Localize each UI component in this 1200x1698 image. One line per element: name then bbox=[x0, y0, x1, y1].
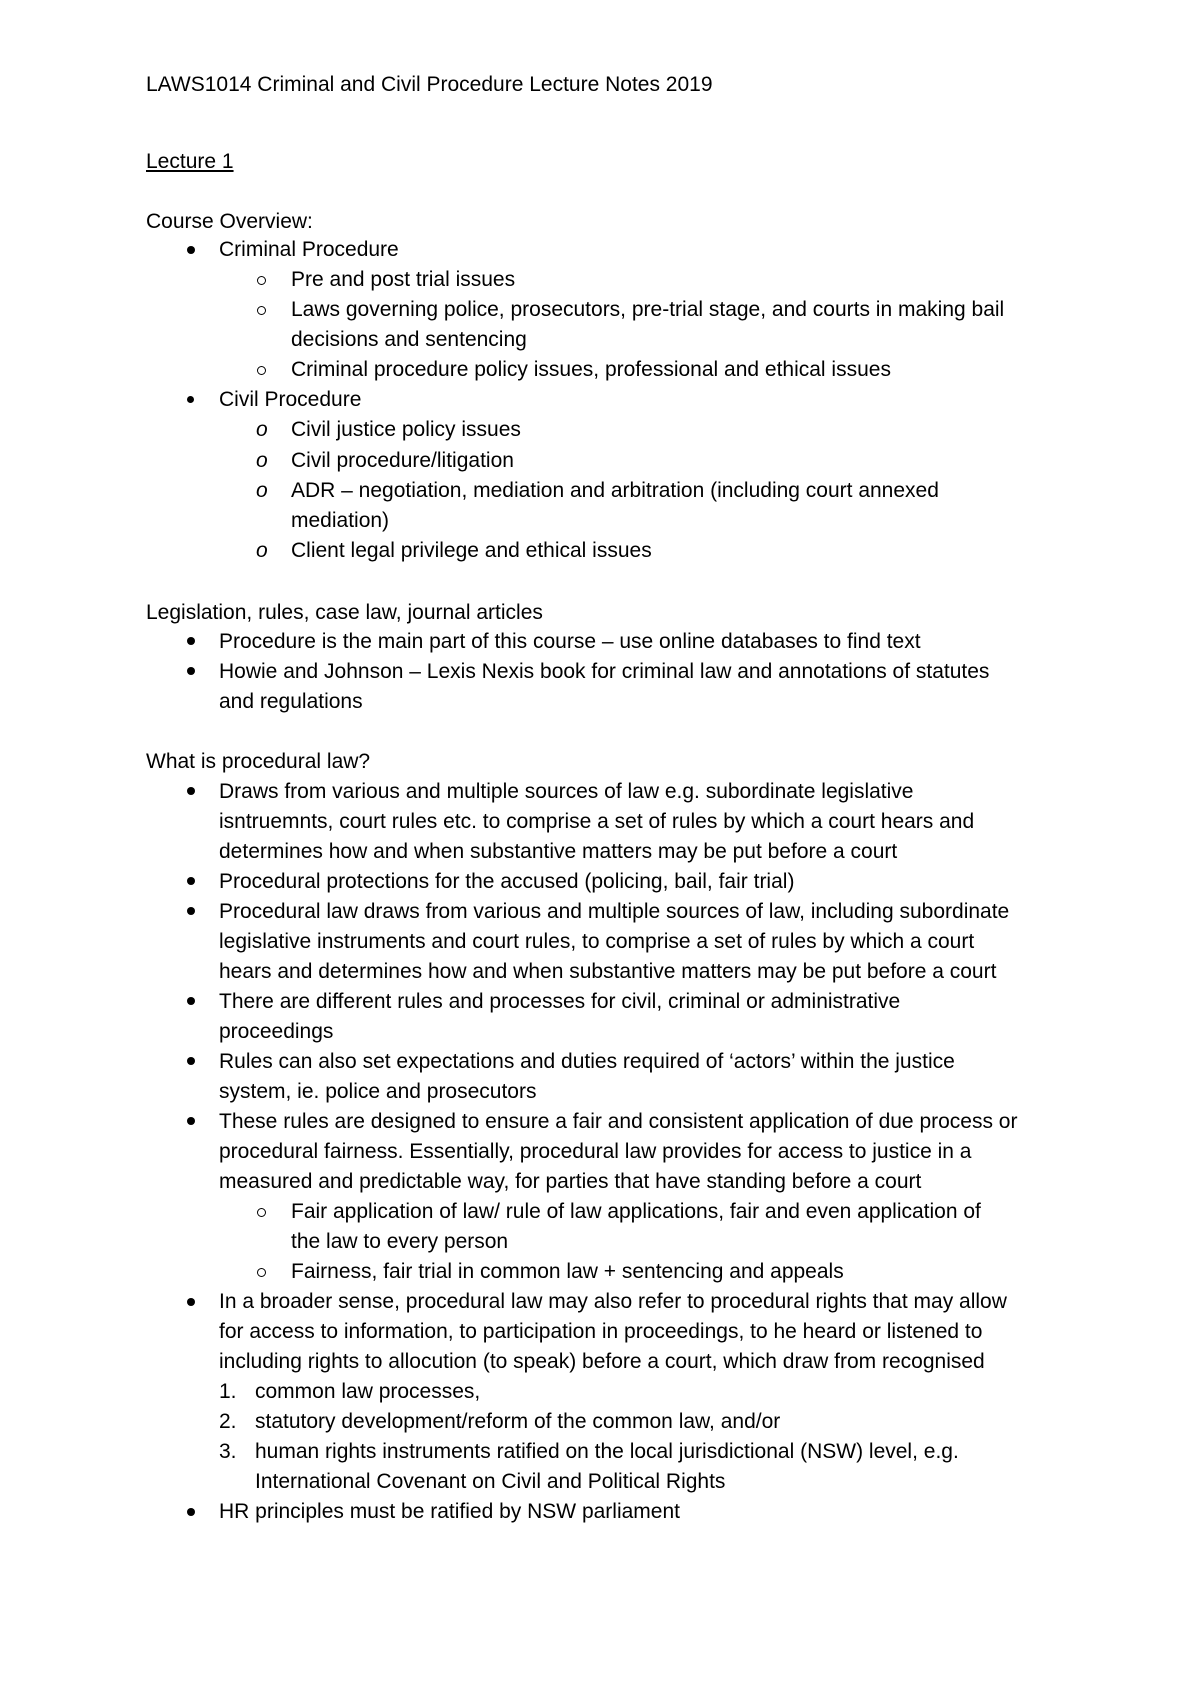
bullet-marker bbox=[187, 246, 195, 254]
list-item-continuation: proceedings bbox=[219, 1020, 334, 1043]
list-item-continuation: procedural fairness. Essentially, procedural law provides for access to justice in a bbox=[219, 1140, 972, 1163]
lecture-title: Lecture 1 bbox=[146, 150, 234, 173]
bullet-marker bbox=[187, 907, 195, 915]
list-item-continuation: isntruemnts, court rules etc. to comprise a set of rules by which a court hears and bbox=[219, 810, 975, 833]
bullet-marker bbox=[187, 1117, 195, 1125]
list-item-continuation: mediation) bbox=[291, 509, 390, 532]
list-item-continuation: and regulations bbox=[219, 690, 363, 713]
numbered-item: human rights instruments ratified on the local jurisdictional (NSW) level, e.g. bbox=[255, 1440, 959, 1463]
bullet-marker bbox=[187, 667, 195, 675]
list-item: Procedural law draws from various and multiple sources of law, including subordinate bbox=[219, 900, 1010, 923]
sub-bullet-marker bbox=[257, 1208, 266, 1217]
list-item: Rules can also set expectations and duties required of ‘actors’ within the justice bbox=[219, 1050, 955, 1073]
bullet-marker bbox=[187, 997, 195, 1005]
list-item-continuation: determines how and when substantive matters may be put before a court bbox=[219, 840, 898, 863]
bullet-marker bbox=[187, 1508, 195, 1516]
document-header: LAWS1014 Criminal and Civil Procedure Lecture Notes 2019 bbox=[146, 73, 713, 96]
list-item-continuation: the law to every person bbox=[291, 1230, 509, 1253]
bullet-marker bbox=[187, 877, 195, 885]
list-item: Howie and Johnson – Lexis Nexis book for criminal law and annotations of statutes bbox=[219, 660, 990, 683]
procedural-law-heading: What is procedural law? bbox=[146, 750, 371, 773]
list-item: There are different rules and processes for civil, criminal or administrative bbox=[219, 990, 901, 1013]
sub-bullet-marker: o bbox=[256, 539, 268, 562]
numbered-marker: 3. bbox=[219, 1440, 237, 1463]
numbered-item-continuation: International Covenant on Civil and Political Rights bbox=[255, 1470, 726, 1493]
list-item-continuation: measured and predictable way, for parties that have standing before a court bbox=[219, 1170, 922, 1193]
list-item: Draws from various and multiple sources of law e.g. subordinate legislative bbox=[219, 780, 914, 803]
list-item: In a broader sense, procedural law may also refer to procedural rights that may allow bbox=[219, 1290, 1007, 1313]
sub-bullet-marker: o bbox=[256, 479, 268, 502]
list-item-continuation: for access to information, to participation in proceedings, to he heard or listened to bbox=[219, 1320, 983, 1343]
list-item: Client legal privilege and ethical issues bbox=[291, 539, 652, 562]
sub-bullet-marker bbox=[257, 366, 266, 375]
numbered-item: statutory development/reform of the common law, and/or bbox=[255, 1410, 781, 1433]
bullet-marker bbox=[187, 1298, 195, 1306]
list-item: Civil procedure/litigation bbox=[291, 449, 514, 472]
numbered-marker: 2. bbox=[219, 1410, 237, 1433]
list-item: Civil justice policy issues bbox=[291, 418, 521, 441]
list-item: Fairness, fair trial in common law + sentencing and appeals bbox=[291, 1260, 844, 1283]
bullet-marker bbox=[187, 1057, 195, 1065]
list-item-continuation: decisions and sentencing bbox=[291, 328, 527, 351]
list-item: Criminal procedure policy issues, professional and ethical issues bbox=[291, 358, 891, 381]
numbered-marker: 1. bbox=[219, 1380, 237, 1403]
bullet-marker bbox=[187, 396, 194, 403]
list-item: HR principles must be ratified by NSW parliament bbox=[219, 1500, 680, 1523]
sub-bullet-marker bbox=[257, 306, 266, 315]
sub-bullet-marker: o bbox=[256, 449, 268, 472]
list-item-continuation: legislative instruments and court rules, to comprise a set of rules by which a court bbox=[219, 930, 975, 953]
list-item: ADR – negotiation, mediation and arbitration (including court annexed bbox=[291, 479, 939, 502]
sub-bullet-marker bbox=[257, 276, 266, 285]
list-item: Procedural protections for the accused (policing, bail, fair trial) bbox=[219, 870, 795, 893]
list-item-continuation: hears and determines how and when substantive matters may be put before a court bbox=[219, 960, 997, 983]
course-overview-heading: Course Overview: bbox=[146, 210, 313, 233]
list-item: Procedure is the main part of this course – use online databases to find text bbox=[219, 630, 921, 653]
list-item: These rules are designed to ensure a fair and consistent application of due process or bbox=[219, 1110, 1018, 1133]
criminal-procedure-label: Criminal Procedure bbox=[219, 238, 399, 261]
numbered-item: common law processes, bbox=[255, 1380, 481, 1403]
bullet-marker bbox=[187, 787, 195, 795]
civil-procedure-label: Civil Procedure bbox=[219, 388, 362, 411]
list-item: Laws governing police, prosecutors, pre-trial stage, and courts in making bail bbox=[291, 298, 1005, 321]
list-item: Fair application of law/ rule of law applications, fair and even application of bbox=[291, 1200, 981, 1223]
list-item-continuation: including rights to allocution (to speak) before a court, which draw from recognised bbox=[219, 1350, 985, 1373]
sub-bullet-marker bbox=[257, 1268, 266, 1277]
sub-bullet-marker: o bbox=[256, 418, 268, 441]
list-item: Pre and post trial issues bbox=[291, 268, 516, 291]
sources-heading: Legislation, rules, case law, journal articles bbox=[146, 601, 543, 624]
list-item-continuation: system, ie. police and prosecutors bbox=[219, 1080, 537, 1103]
bullet-marker bbox=[187, 637, 195, 645]
